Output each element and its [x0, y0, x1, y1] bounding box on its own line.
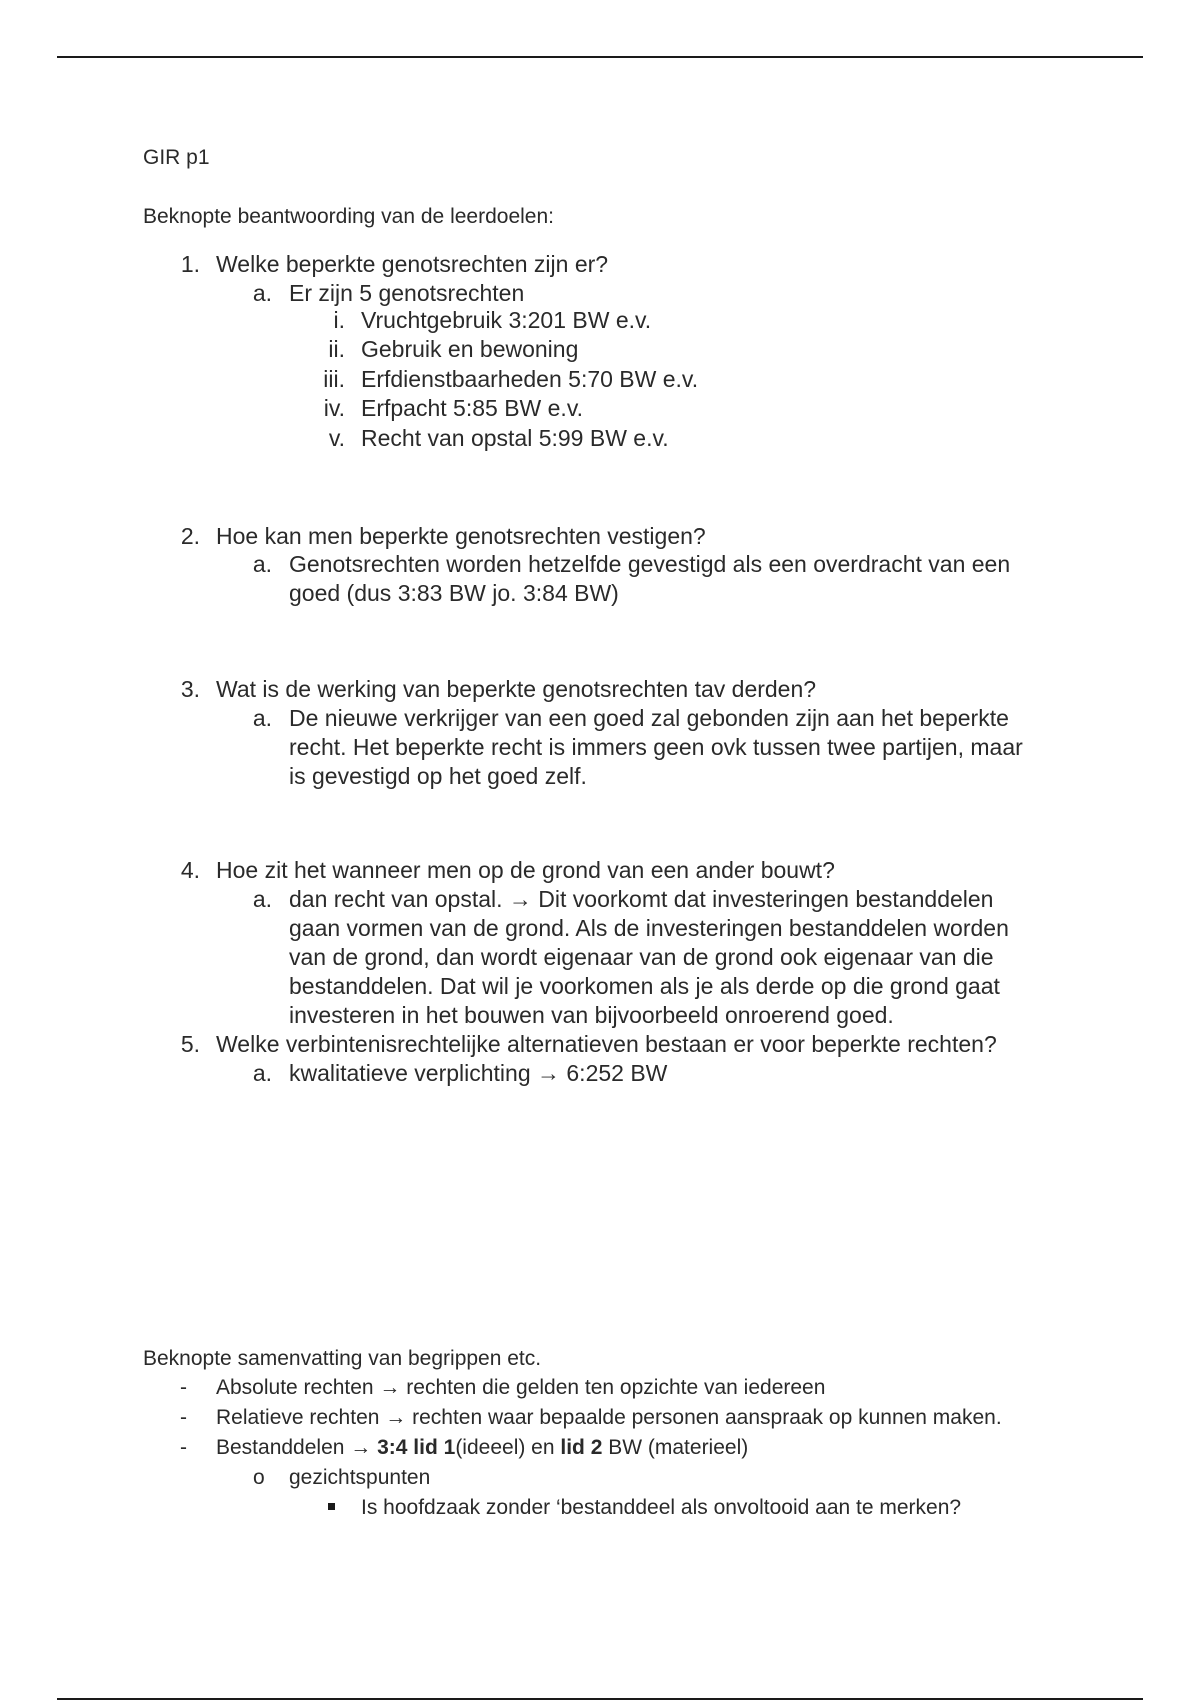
question-text: Welke verbintenisrechtelijke alternatieven bestaan er voor beperkte rechten?: [216, 1031, 997, 1057]
answer-line: van de grond, dan wordt eigenaar van de grond ook eigenaar van die: [289, 944, 994, 970]
bold-reference: 3:4 lid 1: [377, 1436, 456, 1459]
answer-line: investeren in het bouwen van bijvoorbeeld onroerend goed.: [289, 1002, 894, 1028]
sub-item-text: Vruchtgebruik 3:201 BW e.v.: [361, 307, 652, 333]
answer-line: recht. Het beperkte recht is immers geen ovk tussen twee partijen, maar: [289, 734, 1023, 760]
answer-line: Genotsrechten worden hetzelfde gevestigd als een overdracht van een: [289, 551, 1011, 577]
intro-text: Beknopte beantwoording van de leerdoelen:: [143, 205, 554, 228]
sub-item-text: Recht van opstal 5:99 BW e.v.: [361, 425, 669, 451]
question-number: 1.: [180, 251, 200, 277]
answer-marker: a.: [252, 551, 272, 577]
answer-line: kwalitatieve verplichting → 6:252 BW: [289, 1060, 668, 1086]
sub-marker: ii.: [328, 336, 345, 362]
bold-reference: lid 2: [560, 1436, 603, 1459]
summary-item-text: Relatieve rechten → rechten waar bepaalde personen aanspraak op kunnen maken.: [216, 1406, 1002, 1429]
answer-marker: a.: [252, 1060, 272, 1086]
question-number: 5.: [180, 1031, 200, 1057]
sub-marker: i.: [333, 307, 345, 333]
question-text: Hoe zit het wanneer men op de grond van een ander bouwt?: [216, 857, 835, 883]
answer-marker: a.: [252, 886, 272, 912]
question-number: 3.: [180, 676, 200, 702]
sub-item-text: Gebruik en bewoning: [361, 336, 579, 362]
sub-item-text: Erfpacht 5:85 BW e.v.: [361, 395, 584, 421]
answer-marker: a.: [252, 280, 272, 306]
sub-marker: iii.: [323, 366, 345, 392]
square-bullet-icon: [328, 1503, 335, 1510]
question-text: Welke beperkte genotsrechten zijn er?: [216, 251, 609, 277]
answer-line: gaan vormen van de grond. Als de investeringen bestanddelen worden: [289, 915, 1009, 941]
dash-bullet: -: [180, 1376, 187, 1399]
answer-line: dan recht van opstal. → Dit voorkomt dat investeringen bestanddelen: [289, 886, 994, 912]
answer-line: Er zijn 5 genotsrechten: [289, 280, 525, 306]
answer-line: bestanddelen. Dat wil je voorkomen als je als derde op die grond gaat: [289, 973, 1000, 999]
summary-item-text: Bestanddelen → 3:4 lid 1(ideeel) en lid 2 BW (materieel): [216, 1436, 749, 1459]
sub-marker: v.: [328, 425, 345, 451]
document-title: GIR p1: [143, 146, 210, 169]
sub-item-text: Erfdienstbaarheden 5:70 BW e.v.: [361, 366, 699, 392]
answer-marker: a.: [252, 705, 272, 731]
summary-heading: Beknopte samenvatting van begrippen etc.: [143, 1347, 542, 1370]
answer-line: goed (dus 3:83 BW jo. 3:84 BW): [289, 580, 619, 606]
dash-bullet: -: [180, 1436, 187, 1459]
answer-line: is gevestigd op het goed zelf.: [289, 763, 587, 789]
subsub-item-text: Is hoofdzaak zonder ‘bestanddeel als onvoltooid aan te merken?: [361, 1496, 962, 1519]
top-rule: [57, 56, 1143, 58]
dash-bullet: -: [180, 1406, 187, 1429]
question-text: Wat is de werking van beperkte genotsrechten tav derden?: [216, 676, 817, 702]
circle-bullet: o: [253, 1466, 265, 1489]
question-number: 2.: [180, 523, 200, 549]
sub-marker: iv.: [323, 395, 345, 421]
summary-item-text: Absolute rechten → rechten die gelden ten opzichte van iedereen: [216, 1376, 826, 1399]
question-text: Hoe kan men beperkte genotsrechten vestigen?: [216, 523, 706, 549]
answer-line: De nieuwe verkrijger van een goed zal gebonden zijn aan het beperkte: [289, 705, 1009, 731]
sub-item-text: gezichtspunten: [289, 1466, 431, 1489]
question-number: 4.: [180, 857, 200, 883]
